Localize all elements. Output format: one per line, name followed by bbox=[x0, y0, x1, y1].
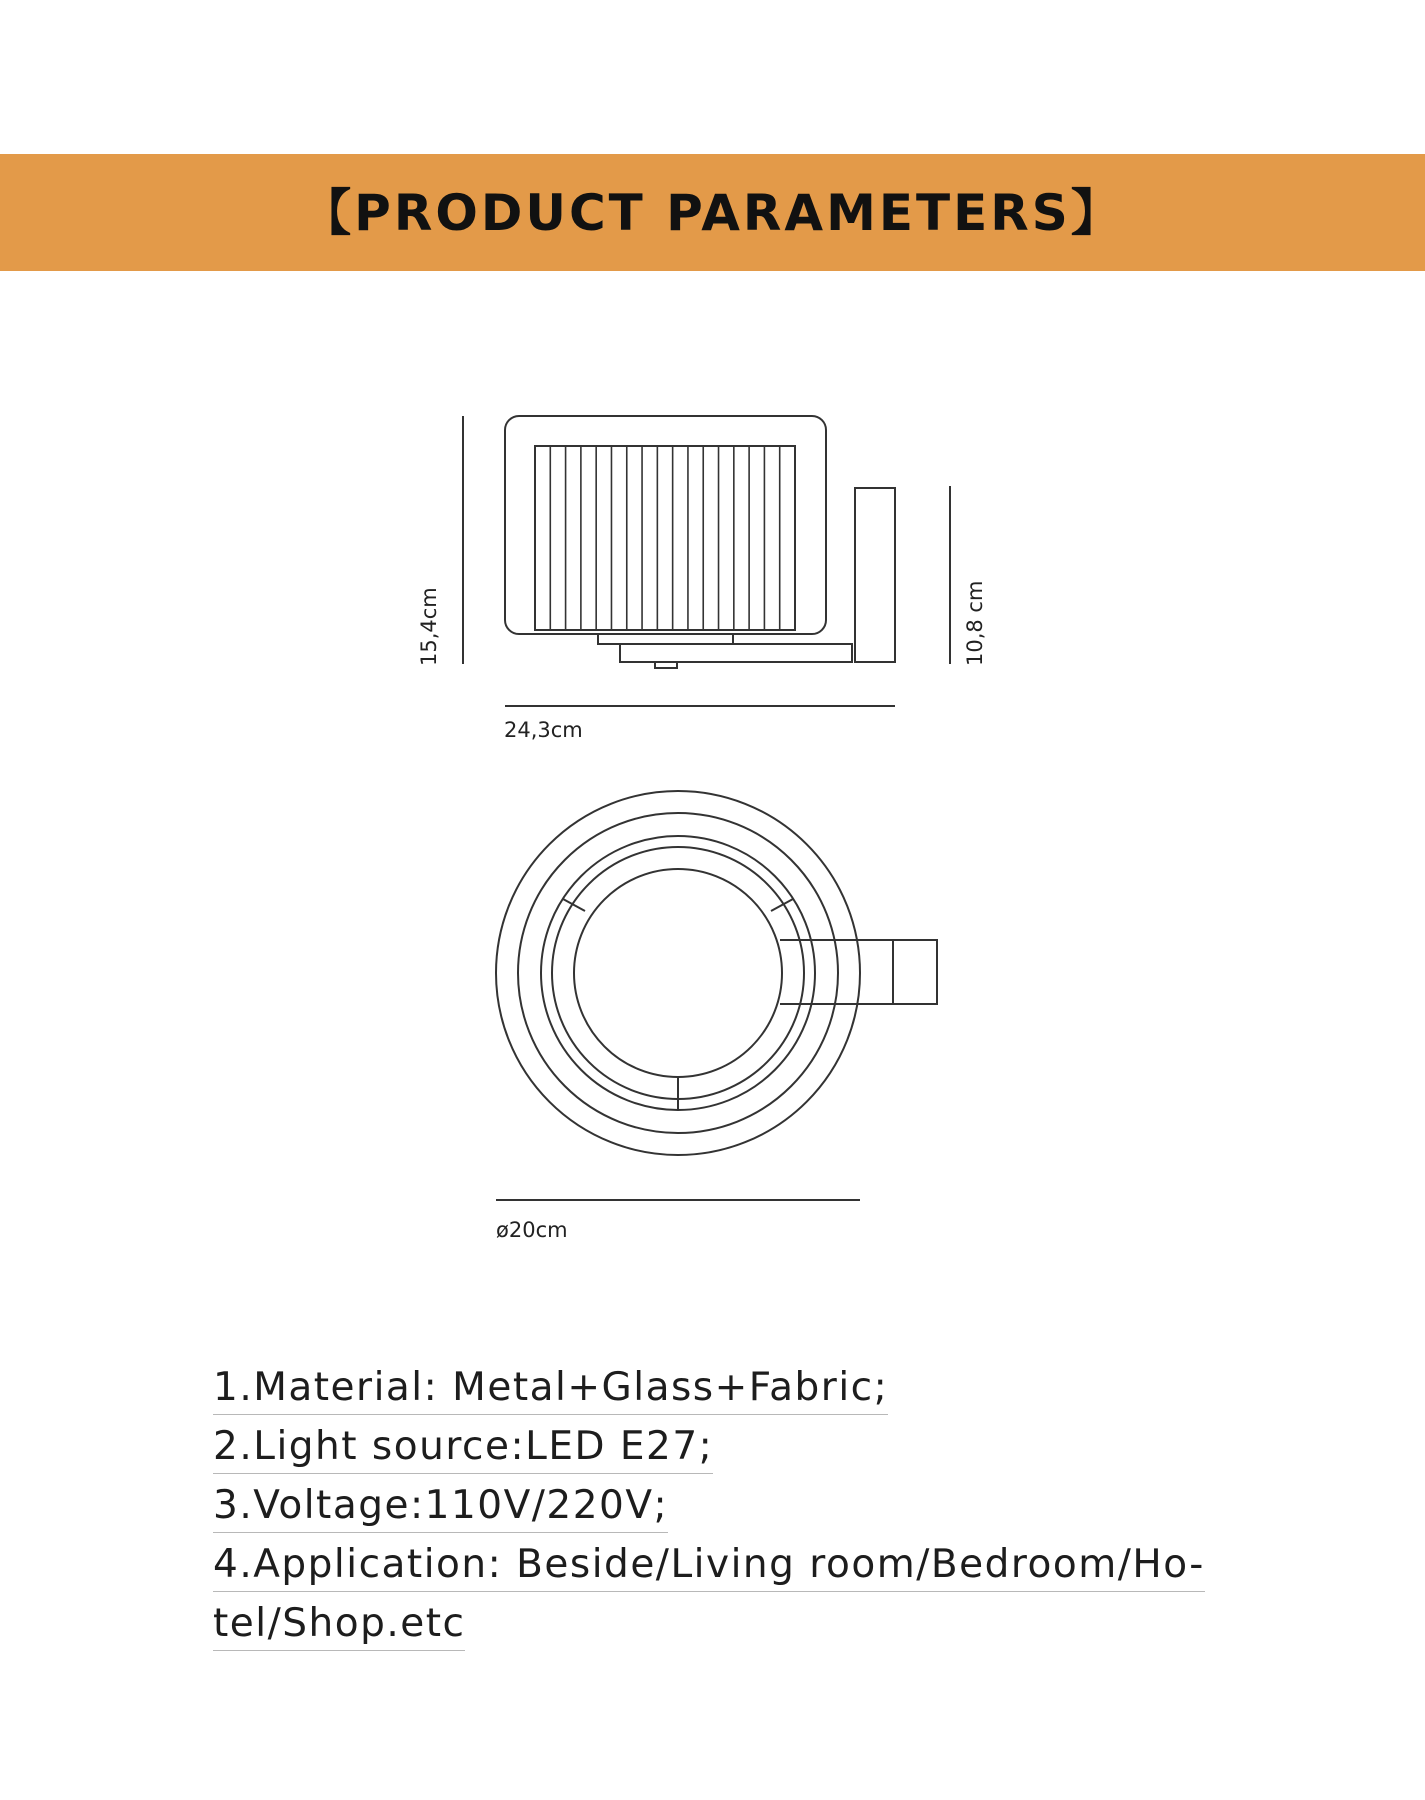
center-opening bbox=[574, 869, 782, 1077]
spec-light-source: 2.Light source:LED E27; bbox=[213, 1421, 713, 1474]
shade-outline bbox=[505, 416, 826, 634]
side-view-drawing bbox=[463, 416, 950, 706]
wall-arm bbox=[620, 644, 852, 662]
wall-mount-block bbox=[893, 940, 937, 1004]
shade-pleats bbox=[550, 446, 779, 630]
diameter-label: ø20cm bbox=[496, 1218, 568, 1242]
spec-application: 4.Application: Beside/Living room/Bedroom/Ho- bbox=[213, 1539, 1205, 1592]
width-label: 24,3cm bbox=[504, 718, 583, 742]
inner-ring-2 bbox=[552, 847, 804, 1099]
spec-material: 1.Material: Metal+Glass+Fabric; bbox=[213, 1362, 888, 1415]
banner-title: 【PRODUCT PARAMETERS】 bbox=[301, 183, 1124, 242]
spec-application-cont: tel/Shop.etc bbox=[213, 1598, 465, 1651]
wall-plate bbox=[855, 488, 895, 662]
height-label: 15,4cm bbox=[417, 587, 441, 666]
pleated-shade bbox=[535, 446, 795, 630]
spec-voltage: 3.Voltage:110V/220V; bbox=[213, 1480, 668, 1533]
lamp-base bbox=[598, 634, 733, 644]
inner-ring bbox=[541, 836, 815, 1110]
spec-list bbox=[213, 1362, 1205, 1657]
arm-height-label: 10,8 cm bbox=[963, 580, 987, 666]
socket-nub bbox=[655, 662, 677, 668]
top-view-drawing bbox=[496, 791, 937, 1200]
